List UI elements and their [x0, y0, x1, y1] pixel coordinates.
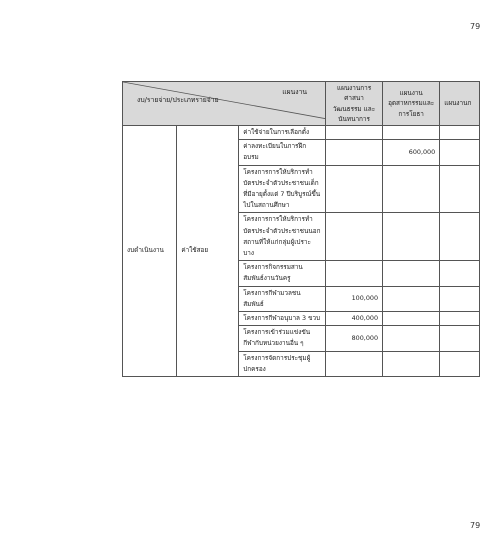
religion-amount-cell [326, 140, 383, 165]
industry-amount-cell [383, 261, 440, 286]
column-header-industry: แผนงาน อุตสาหกรรมและการโยธา [383, 82, 440, 126]
religion-amount-cell: 400,000 [326, 312, 383, 326]
religion-amount-cell [326, 126, 383, 140]
item-cell: โครงการกีฬามวลชนสัมพันธ์ [239, 286, 326, 311]
budget-table [122, 81, 480, 377]
item-cell: โครงการการให้บริการทำบัตรประจำตัวประชาชนนอกสถานที่ให้แก่กลุ่มผู้เปราะบาง [239, 213, 326, 261]
industry-amount-cell [383, 126, 440, 140]
religion-amount-cell [326, 165, 383, 213]
next-plan-cell [440, 165, 480, 213]
table-row [123, 126, 480, 140]
next-plan-cell [440, 126, 480, 140]
item-cell: โครงการการให้บริการทำบัตรประจำตัวประชาชนเด็กที่มีอายุตั้งแต่ 7 ปีบริบูรณ์ขึ้นไปในสถานศึกษา [239, 165, 326, 213]
column-header-religion: แผนงานการศาสนา วัฒนธรรม และนันทนาการ [326, 82, 383, 126]
page-number-bottom: 79 [470, 521, 480, 530]
industry-amount-cell [383, 165, 440, 213]
diagonal-header-cell [123, 82, 326, 126]
religion-amount-cell [326, 213, 383, 261]
next-plan-cell [440, 351, 480, 376]
next-plan-cell [440, 140, 480, 165]
industry-amount-cell: 600,000 [383, 140, 440, 165]
budget-group-cell: งบดำเนินงาน [123, 126, 177, 377]
next-plan-cell [440, 261, 480, 286]
item-cell: โครงการกิจกรรมสานสัมพันธ์งานวันครู [239, 261, 326, 286]
religion-amount-cell [326, 261, 383, 286]
next-plan-cell [440, 326, 480, 351]
expense-type-cell: ค่าใช้สอย [177, 126, 239, 377]
page-number-top: 79 [470, 22, 480, 31]
next-plan-cell [440, 213, 480, 261]
religion-amount-cell: 100,000 [326, 286, 383, 311]
industry-amount-cell [383, 326, 440, 351]
next-plan-cell [440, 286, 480, 311]
column-header-next: แผนงานก [440, 82, 480, 126]
item-cell: โครงการกีฬาอนุบาล 3 ขวบ [239, 312, 326, 326]
industry-amount-cell [383, 286, 440, 311]
next-plan-cell [440, 312, 480, 326]
industry-amount-cell [383, 213, 440, 261]
item-cell: ค่าใช้จ่ายในการเลือกตั้ง [239, 126, 326, 140]
item-cell: โครงการจัดการประชุมผู้ปกครอง [239, 351, 326, 376]
item-cell: โครงการเข้าร่วมแข่งขันกีฬากับหน่วยงานอื่น ๆ [239, 326, 326, 351]
header-plan-label: แผนงาน [282, 88, 308, 96]
item-cell: ค่าลงทะเบียนในการฝึกอบรม [239, 140, 326, 165]
header-expense-label: งบ/รายจ่าย/ประเภทรายจ่าย [137, 96, 219, 104]
industry-amount-cell [383, 312, 440, 326]
table-header-row [123, 82, 480, 126]
religion-amount-cell: 800,000 [326, 326, 383, 351]
religion-amount-cell [326, 351, 383, 376]
industry-amount-cell [383, 351, 440, 376]
